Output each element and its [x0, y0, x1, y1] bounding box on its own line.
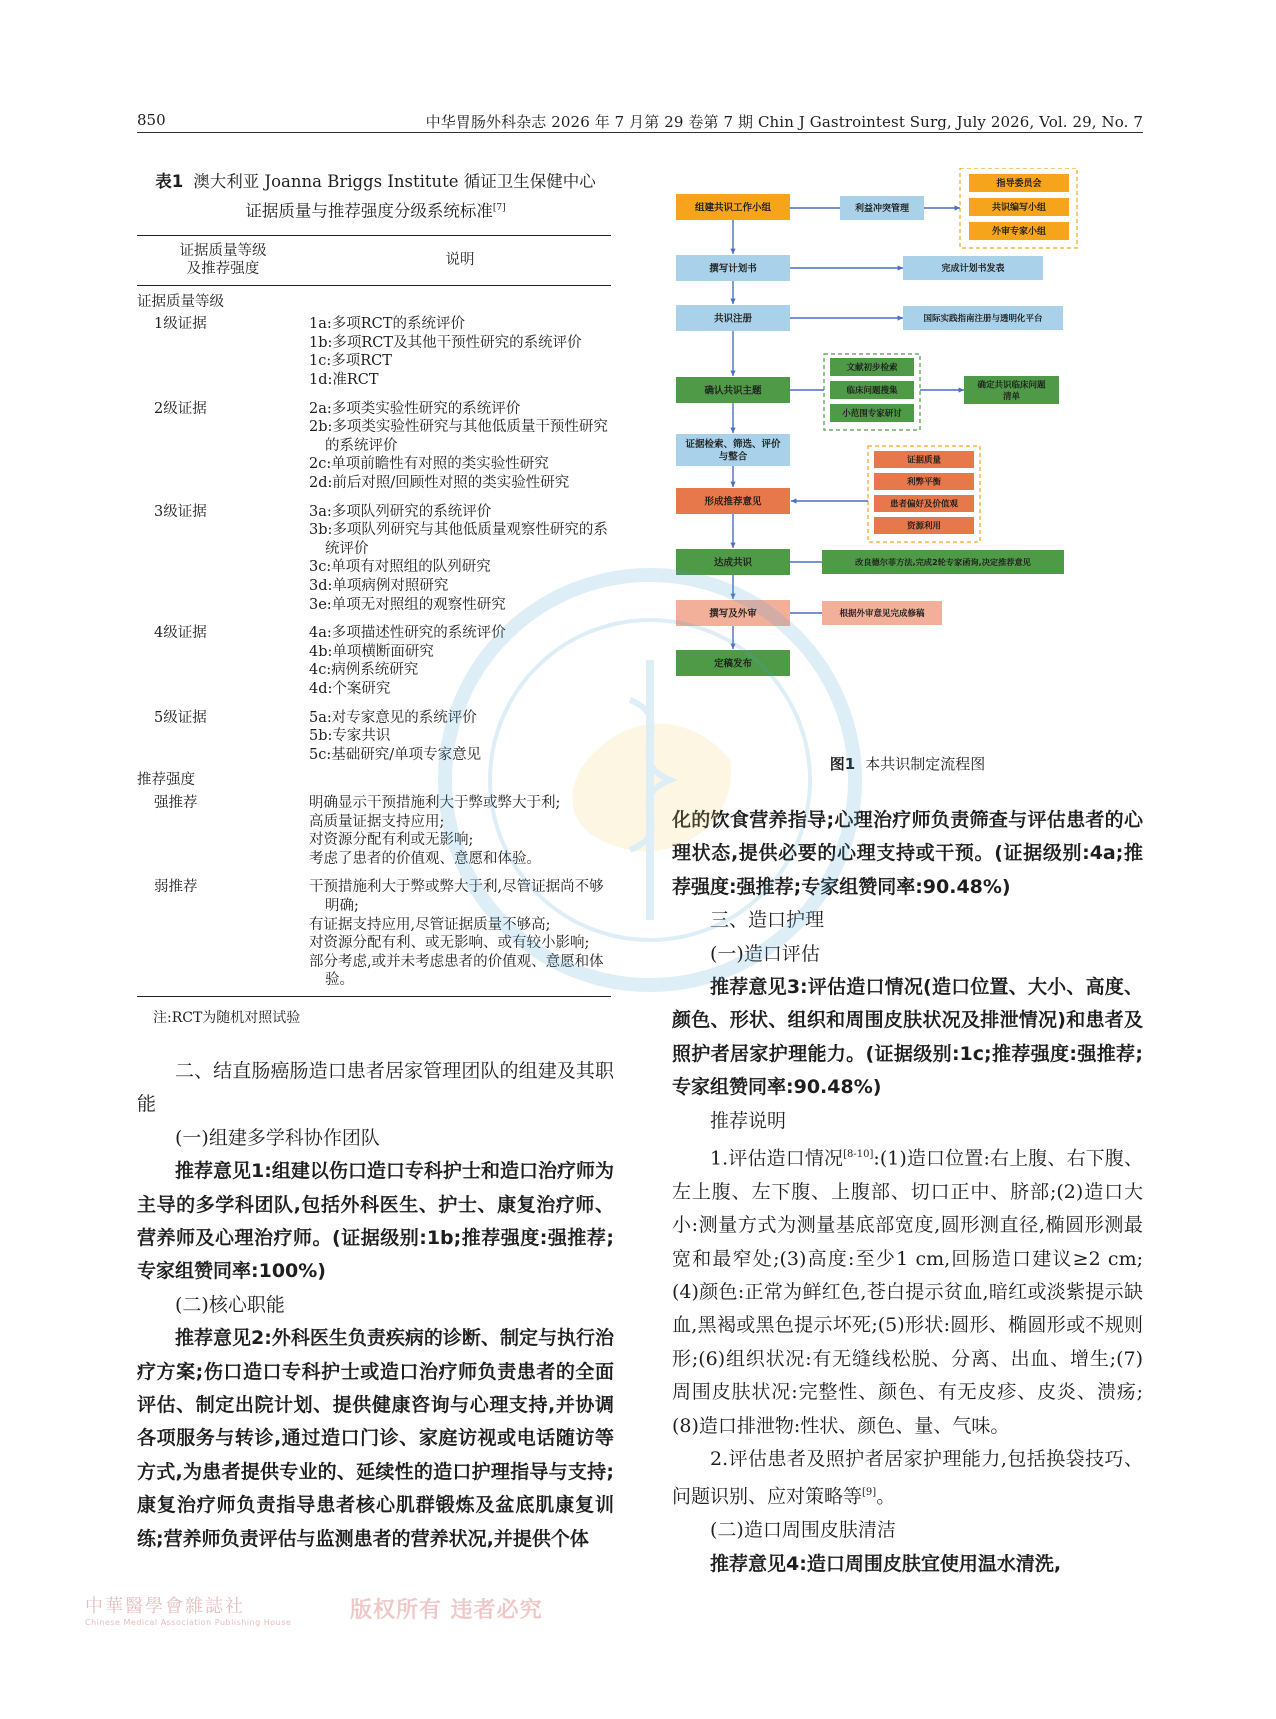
table-row — [137, 790, 611, 868]
recommendation-3: 推荐意见3:评估造口情况(造口位置、大小、高度、颜色、形状、组织和周围皮肤状况及排泄情况)和患者及照护者居家护理能力。(证据级别:1c;推荐强度:强推荐;专家组赞同率:90.48%) — [672, 976, 1143, 1099]
flow-topic-result-box-label: 确定共识临床问题 — [977, 380, 1046, 391]
table-cell-item: 2b:多项类实验性研究与其他低质量干预性研究的系统评价 — [309, 419, 608, 454]
flowchart-svg — [672, 168, 1143, 748]
table-row-label: 3级证据 — [154, 503, 207, 520]
table-cell-item: 考虑了患者的价值观、意愿和体验。 — [309, 850, 541, 867]
arrow-head — [730, 594, 735, 599]
arrow-head — [730, 482, 735, 487]
figure-caption: 图1 本共识制定流程图 — [829, 755, 986, 773]
arrow-head — [730, 644, 735, 649]
flow-topic-result-box-label: 清单 — [1002, 391, 1021, 402]
table-title-line1: 澳大利亚 Joanna Briggs Institute 循证卫生保健中心 — [193, 172, 596, 191]
evidence-table — [137, 235, 611, 997]
table-row-label: 5级证据 — [154, 709, 207, 726]
table-row — [137, 699, 611, 765]
flow-factor-box-label: 证据质量 — [906, 455, 942, 466]
flow-group-box-label: 外审专家小组 — [991, 227, 1047, 238]
flow-main-step-label: 共识注册 — [713, 313, 753, 325]
right-body-text — [672, 804, 1143, 1581]
figure-label: 图1 — [829, 755, 856, 773]
subsection-title: (一)造口评估 — [710, 942, 820, 965]
flow-factor-box-label: 利弊平衡 — [906, 477, 942, 488]
explanation-1: 1.评估造口情况[8-10]:(1)造口位置:右上腹、右下腹、左上腹、左下腹、上腹部、切口正中、脐部;(2)造口大小:测量方式为测量基底部宽度,圆形测直径,椭圆形测最宽和最窄处;(3)高度:至少1 cm,回肠造口建议≥2 cm;(4)颜色:正常为鲜红色,苍白提示贫血,暗红或淡紫提示缺血,黑褐或黑色提示坏死;(5)形状:圆形、椭圆形或不规则形;(6)组织状况:有无缝线松脱、分离、出血、增生;(7)周围皮肤状况:完整性、颜色、有无皮疹、皮炎、溃疡;(8)造口排泄物:性状、颜色、量、气味。 — [672, 1147, 1143, 1437]
subsection-title: (一)组建多学科协作团队 — [175, 1126, 380, 1149]
arrow-head — [791, 498, 796, 503]
table-cell-item: 2d:前后对照/回顾性对照的类实验性研究 — [309, 475, 570, 492]
header-rule — [137, 132, 1143, 133]
table-cell-item: 4a:多项描述性研究的系统评价 — [309, 625, 506, 642]
flow-delphi-box-label: 改良德尔菲方法,完成2轮专家函询,决定推荐意见 — [855, 556, 1031, 567]
table-cell-item: 对资源分配有利或无影响; — [309, 832, 474, 849]
table-row-label: 弱推荐 — [137, 868, 309, 996]
flow-group-box-label: 共识编写小组 — [991, 203, 1047, 214]
flow-topic-method-box-label: 小范围专家研讨 — [842, 409, 902, 420]
table-cell-item: 2a:多项类实验性研究的系统评价 — [309, 400, 521, 417]
table-cell-item: 干预措施利大于弊或弊大于利,尽管证据尚不够明确; — [309, 879, 604, 914]
table-row — [137, 614, 611, 698]
table-row — [137, 868, 611, 996]
flow-main-step-label: 组建共识工作小组 — [694, 202, 772, 214]
table-row-label: 强推荐 — [154, 794, 198, 811]
table-row — [137, 493, 611, 615]
arrow-head — [730, 543, 735, 548]
flow-main-step-label: 确认共识主题 — [704, 385, 762, 397]
table-header-col2: 说明 — [309, 235, 611, 285]
flow-topic-method-box-label: 文献初步检索 — [846, 363, 898, 374]
recommendation-1: 推荐意见1:组建以伤口造口专科护士和造口治疗师为主导的多学科团队,包括外科医生、护士、康复治疗师、营养师及心理治疗师。(证据级别:1b;推荐强度:强推荐;专家组赞同率:100%) — [137, 1160, 614, 1283]
table-cell-item: 1d:准RCT — [309, 372, 379, 389]
flow-main-step-label: 撰写计划书 — [709, 263, 757, 275]
left-column — [137, 168, 614, 1556]
table-cell-item: 3c:单项有对照组的队列研究 — [309, 559, 491, 576]
journal-header: 中华胃肠外科杂志 2026 年 7 月第 29 卷第 7 期 Chin J Gastrointest Surg, July 2026, Vol. 29, No. 7 — [425, 113, 1143, 131]
recommendation-4: 推荐意见4:造口周围皮肤宜使用温水清洗, — [710, 1552, 1062, 1575]
table-cell-item: 4b:单项横断面研究 — [309, 643, 434, 660]
table-cell-item: 明确显示干预措施利大于弊或弊大于利; — [309, 794, 561, 811]
table-cell-item: 1c:多项RCT — [309, 353, 392, 370]
table-caption — [137, 168, 614, 225]
table-cell-item: 5a:对专家意见的系统评价 — [309, 709, 477, 726]
table-row-label: 2级证据 — [154, 400, 207, 417]
flow-plan-box-label: 完成计划书发表 — [941, 264, 1005, 275]
table-row-label: 1级证据 — [154, 316, 207, 333]
arrow-head — [959, 387, 964, 392]
table-cell-item: 2c:单项前瞻性有对照的类实验性研究 — [309, 456, 549, 473]
arrow-head — [955, 205, 960, 210]
table-cell-item: 3d:单项病例对照研究 — [309, 578, 449, 594]
flowchart-figure — [672, 168, 1143, 773]
flow-revise-box-label: 根据外审意见完成修稿 — [839, 609, 925, 620]
table-cell-item: 1a:多项RCT的系统评价 — [309, 316, 465, 333]
flow-main-step-label: 达成共识 — [713, 557, 753, 569]
table-cell-item: 3a:多项队列研究的系统评价 — [309, 503, 492, 520]
left-body-text — [137, 1055, 614, 1556]
flow-topic-method-box-label: 临床问题搜集 — [846, 386, 898, 397]
right-column — [672, 168, 1143, 1575]
table-row — [137, 390, 611, 493]
table-cell-item: 部分考虑,或并未考虑患者的价值观、意愿和体验。 — [309, 953, 604, 989]
arrow-head — [730, 299, 735, 304]
publisher-logo: 中華醫學會雜誌社 Chinese Medical Association Publishing House — [85, 1596, 292, 1627]
table-cell-item: 5b:专家共识 — [309, 728, 391, 745]
table-row — [137, 311, 611, 389]
table-cell-item: 4c:病例系统研究 — [309, 662, 419, 679]
table-body — [137, 285, 611, 996]
table-row-label: 4级证据 — [154, 625, 207, 642]
table-note: 注:RCT为随机对照试验 — [153, 1009, 301, 1026]
arrow-head — [898, 315, 903, 320]
subsection-title: (二)核心职能 — [175, 1293, 285, 1316]
section-title: 二、结直肠癌肠造口患者居家管理团队的组建及其职能 — [137, 1059, 614, 1116]
flow-main-step-label: 证据检索、筛选、评价 — [685, 439, 781, 451]
table-title-ref: [7] — [492, 203, 506, 213]
flow-factor-box-label: 患者偏好及价值观 — [889, 499, 959, 510]
explanation-2: 2.评估患者及照护者居家护理能力,包括换袋技巧、问题识别、应对策略等[9]。 — [672, 1448, 1143, 1508]
flow-conflict-box-label: 利益冲突管理 — [854, 204, 910, 215]
flow-main-step-label: 撰写及外审 — [709, 608, 757, 620]
copyright-badge: 版权所有 违者必究 — [350, 1598, 543, 1623]
subsection-title: (二)造口周围皮肤清洁 — [710, 1519, 896, 1542]
arrow-head — [730, 249, 735, 254]
flow-register-box-label: 国际实践指南注册与透明化平台 — [923, 314, 1043, 325]
table-cell-item: 高质量证据支持应用; — [309, 813, 445, 830]
flow-main-step-label: 与整合 — [718, 451, 748, 463]
table-header-col1: 证据质量等级 及推荐强度 — [137, 235, 309, 285]
table-cell-item: 1b:多项RCT及其他干预性研究的系统评价 — [309, 334, 582, 351]
table-cell-item: 对资源分配有利、或无影响、或有较小影响; — [309, 935, 590, 952]
table-group-row: 证据质量等级 — [137, 293, 224, 310]
page-number: 850 — [137, 111, 166, 129]
recommendation-2: 推荐意见2:外科医生负责疾病的诊断、制定与执行治疗方案;伤口造口专科护士或造口治疗师负责患者的全面评估、制定出院计划、提供健康咨询与心理支持,并协调各项服务与转诊,通过造口门诊、家庭访视或电话随访等方式,为患者提供专业的、延续性的造口护理指导与支持;康复治疗师负责指导患者核心肌群锻炼及盆底肌康复训练;营养师负责评估与监测患者的营养状况,并提供个体 — [137, 1327, 614, 1550]
table-cell-item: 5c:基础研究/单项专家意见 — [309, 746, 482, 763]
table-title-line2: 证据质量与推荐强度分级系统标准 — [245, 201, 493, 221]
table-cell-item: 4d:个案研究 — [309, 680, 391, 697]
flow-main-step-label: 形成推荐意见 — [704, 496, 762, 508]
table-label: 表1 — [155, 172, 184, 191]
table-cell-item: 有证据支持应用,尽管证据质量不够高; — [309, 916, 551, 933]
table-cell-item: 3b:多项队列研究与其他低质量观察性研究的系统评价 — [309, 522, 608, 557]
table-group-row: 推荐强度 — [137, 772, 195, 789]
flow-group-box-label: 指导委员会 — [996, 179, 1042, 190]
table-cell-item: 3e:单项无对照组的观察性研究 — [309, 596, 506, 613]
flow-main-step-label: 定稿发布 — [713, 658, 753, 670]
explanation-title: 推荐说明 — [710, 1109, 787, 1132]
arrow-head — [730, 428, 735, 433]
flow-factor-box-label: 资源利用 — [906, 521, 942, 532]
section-title: 三、造口护理 — [710, 909, 825, 932]
arrow-head — [730, 371, 735, 376]
arrow-head — [898, 265, 903, 270]
recommendation-2-continued: 化的饮食营养指导;心理治疗师负责筛查与评估患者的心理状态,提供必要的心理支持或干预。(证据级别:4a;推荐强度:强推荐;专家组赞同率:90.48%) — [672, 809, 1143, 898]
